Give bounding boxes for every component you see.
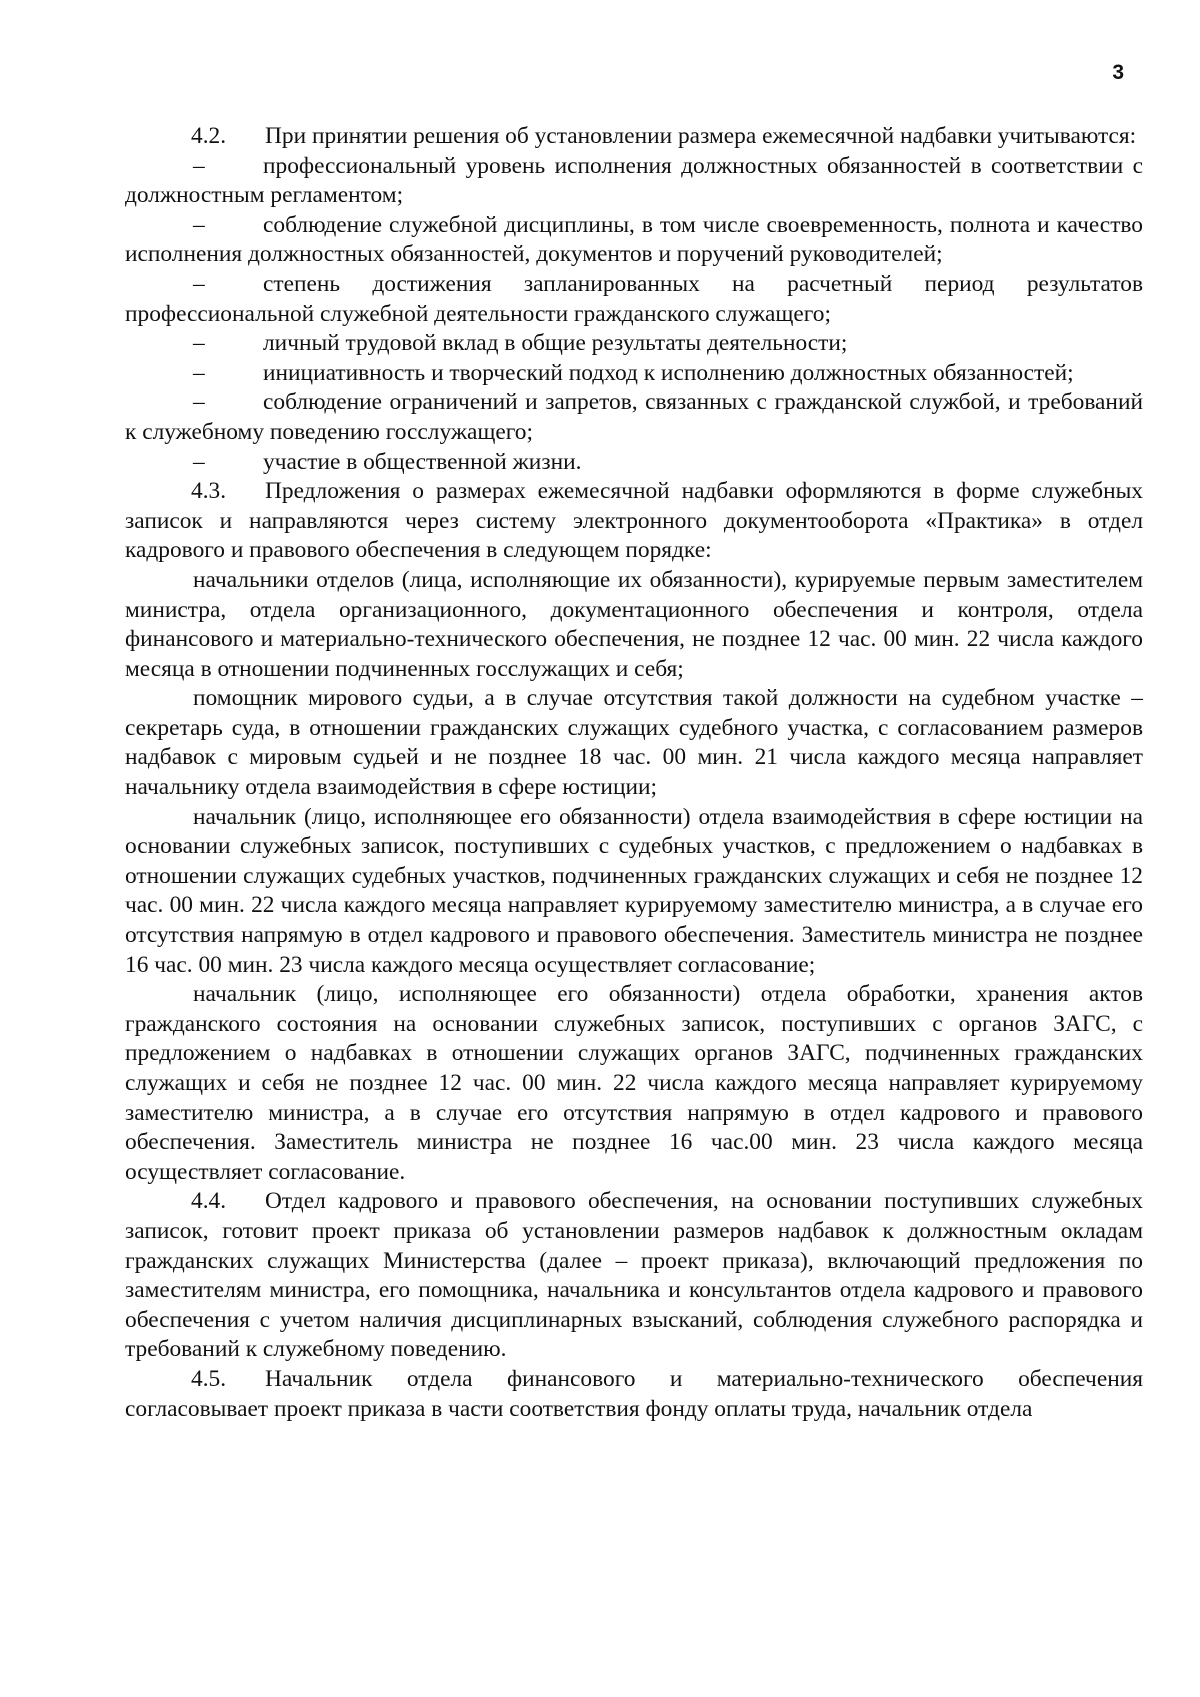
dash-marker: – [193, 330, 205, 357]
item-number: 4.3. [191, 478, 227, 505]
list-item-text: соблюдение ограничений и запретов, связанных с гражданской службой, и требований к служебному поведению госслужащего; [125, 389, 1143, 445]
dash-marker: – [193, 211, 205, 238]
document-body [125, 122, 1143, 1424]
list-item [125, 211, 1143, 270]
paragraph-4-3 [125, 477, 1143, 566]
list-item [125, 388, 1143, 447]
item-number: 4.5. [191, 1365, 227, 1392]
sub-paragraph: начальник (лицо, исполняющее его обязанности) отдела обработки, хранения актов гражданского состояния на основании служебных записок, поступивших с органов ЗАГС, с предложением о надбавках в отношении служащих органов ЗАГС, подчиненных гражданских служащих и себя не позднее 12 час. 00 мин. 22 числа каждого месяца направляет курируемому заместителю министра, а в случае его отсутствия напрямую в отдел кадрового и правового обеспечения. Заместитель министра не позднее 16 час.00 мин. 23 числа каждого месяца осуществляет согласование. [125, 981, 1143, 1185]
dash-marker: – [193, 270, 205, 297]
sub-paragraph: начальники отделов (лица, исполняющие их обязанности), курируемые первым заместителем министра, отдела организационного, документационного обеспечения и контроля, отдела финансового и материально-технического обеспечения, не позднее 12 час. 00 мин. 22 числа каждого месяца в отношении подчиненных госслужащих и себя; [125, 566, 1143, 682]
list-item-text: профессиональный уровень исполнения должностных обязанностей в соответствии с должностным регламентом; [125, 152, 1143, 209]
list-item [125, 152, 1143, 211]
list-item [125, 448, 1143, 478]
paragraph-text: При принятии решения об установлении размера ежемесячной надбавки учитываются: [265, 123, 1137, 149]
sub-paragraph: помощник мирового судьи, а в случае отсутствия такой должности на судебном участке – секретарь суда, в отношении гражданских служащих судебного участка, с согласованием размеров надбавок с мировым судьей и не позднее 18 час. 00 мин. 21 числа каждого месяца направляет начальнику отдела взаимодействия в сфере юстиции; [125, 685, 1143, 801]
list-item [125, 270, 1143, 329]
list-item [125, 329, 1143, 359]
paragraph-text: Начальник отдела финансового и материально-технического обеспечения согласовывает проект приказа в части соответствия фонду оплаты труда, начальник отдела [125, 1365, 1143, 1422]
list-item-text: инициативность и творческий подход к исполнению должностных обязанностей; [263, 359, 1074, 386]
paragraph-4-5 [125, 1365, 1143, 1424]
dash-marker: – [193, 389, 205, 416]
dash-marker: – [193, 359, 205, 386]
dash-marker: – [193, 152, 205, 179]
item-number: 4.2. [191, 123, 227, 149]
paragraph-4-2 [125, 122, 1143, 152]
list-item [125, 359, 1143, 389]
item-number: 4.4. [191, 1188, 227, 1215]
sub-paragraph: начальник (лицо, исполняющее его обязанности) отдела взаимодействия в сфере юстиции на основании служебных записок, поступивших с судебных участков, с предложением о надбавках в отношении служащих судебных участков, подчиненных гражданских служащих и себя не позднее 12 час. 00 мин. 22 числа каждого месяца направляет курируемому заместителю министра, а в случае его отсутствия напрямую в отдел кадрового и правового обеспечения. Заместитель министра не позднее 16 час. 00 мин. 23 числа каждого месяца осуществляет согласование; [125, 803, 1143, 978]
list-item-text: степень достижения запланированных на расчетный период результатов профессиональной служебной деятельности гражданского служащего; [125, 270, 1143, 327]
page-number: 3 [1112, 61, 1124, 84]
paragraph-text: Предложения о размерах ежемесячной надбавки оформляются в форме служебных записок и направляются через систему электронного документооборота «Практика» в отдел кадрового и правового обеспечения в следующем порядке: [125, 478, 1143, 564]
dash-marker: – [193, 448, 205, 475]
list-item-text: участие в общественной жизни. [263, 448, 582, 475]
list-item-text: личный трудовой вклад в общие результаты деятельности; [263, 330, 848, 357]
list-item-text: соблюдение служебной дисциплины, в том числе своевременность, полнота и качество исполнения должностных обязанностей, документов и поручений руководителей; [125, 211, 1143, 268]
paragraph-text: Отдел кадрового и правового обеспечения, на основании поступивших служебных записок, готовит проект приказа об установлении размеров надбавок к должностным окладам гражданских служащих Министерства (далее – проект приказа), включающий предложения по заместителям министра, его помощника, начальника и консультантов отдела кадрового и правового обеспечения с учетом наличия дисциплинарных взысканий, соблюдения служебного распорядка и требований к служебному поведению. [125, 1188, 1143, 1363]
paragraph-4-4 [125, 1187, 1143, 1365]
